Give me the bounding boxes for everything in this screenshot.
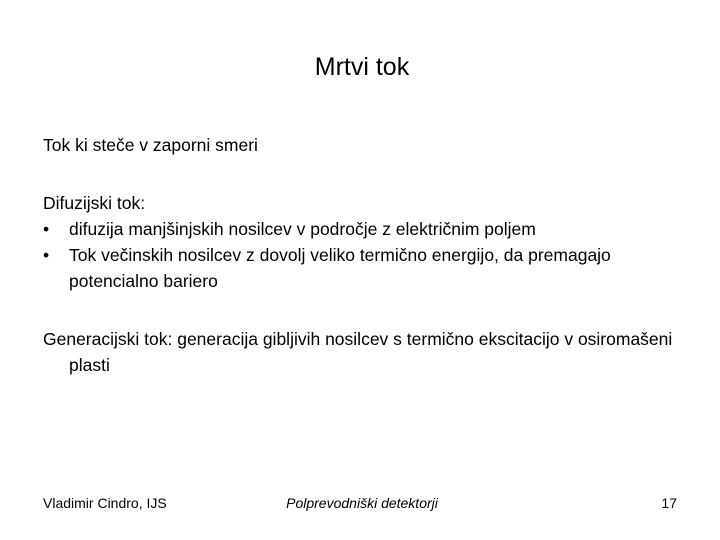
diffusion-heading: Difuzijski tok: [43,193,146,213]
diffusion-bullet-list [43,216,683,294]
bullet-item [43,216,683,242]
bullet-item [43,242,683,294]
bullet-text: Tok večinskih nosilcev z dovolj veliko termično energijo, da premagajo potencialno bariero [69,245,611,291]
generation-current-section [43,326,683,378]
slide-title: Mrtvi tok [314,53,410,81]
footer-author: Vladimir Cindro, IJS [43,495,167,511]
footer-course: Polprevodniški detektorji [286,495,438,511]
bullet-text: difuzija manjšinjskih nosilcev v področje z električnim poljem [69,219,536,239]
page-number: 17 [661,495,677,511]
generation-text: Generacijski tok: generacija gibljivih nosilcev s termično ekscitacijo v osiromašeni plasti [43,329,673,375]
diffusion-current-section [43,190,683,294]
bullet-marker: • [43,219,50,239]
bullet-marker: • [43,245,50,265]
reverse-current-definition: Tok ki steče v zaporni smeri [43,135,258,155]
